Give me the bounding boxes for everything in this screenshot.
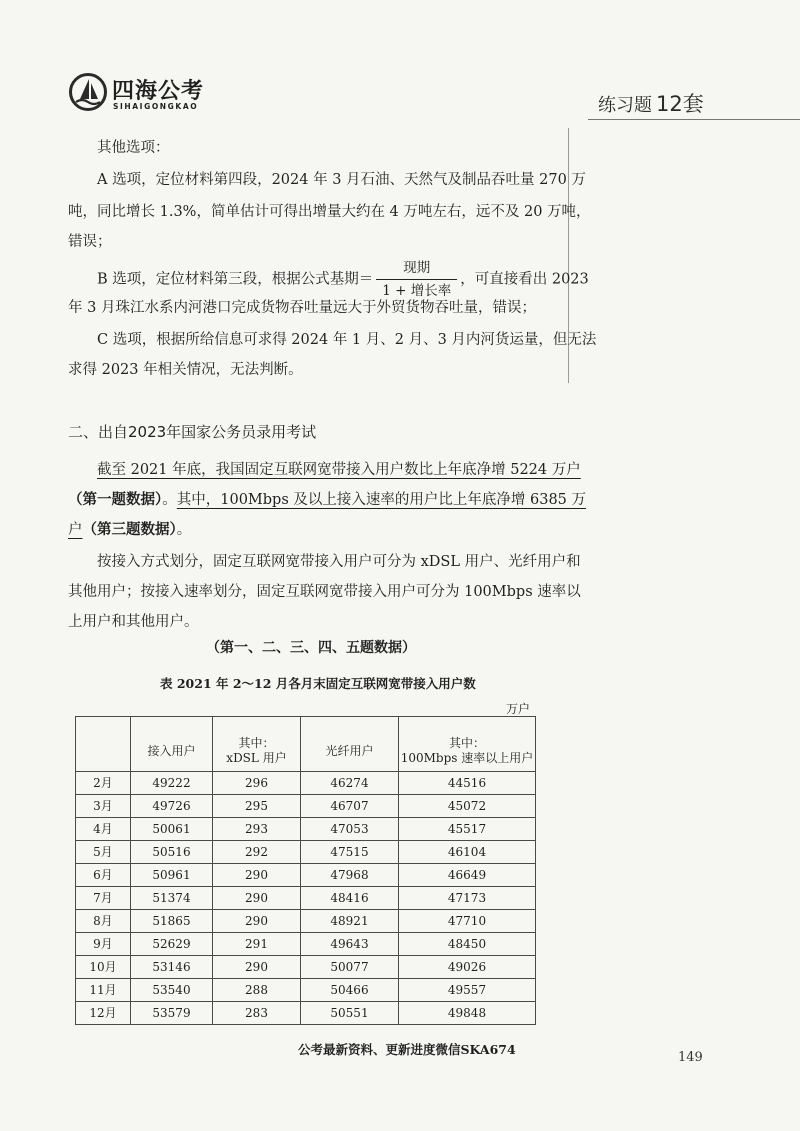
material-line-3 [68,520,191,540]
cell-access-users: 53540 [131,979,213,1002]
cell-month: 12月 [76,1002,131,1025]
cell-100mbps-users: 45072 [399,795,536,818]
cell-100mbps-users: 48450 [399,933,536,956]
table-unit: 万户 [506,702,531,716]
logo-icon [68,72,108,112]
cell-month: 8月 [76,910,131,933]
cell-100mbps-users: 46104 [399,841,536,864]
cell-xdsl-users: 290 [213,956,301,979]
material-p2-line-1: 按接入方式划分，固定互联网宽带接入用户可分为 xDSL 用户、光纤用户和 [97,554,581,570]
set-count: 12套 [656,92,704,116]
table-row [76,841,536,864]
table-row [76,887,536,910]
cell-month: 9月 [76,933,131,956]
cell-access-users: 49222 [131,772,213,795]
cell-xdsl-users: 292 [213,841,301,864]
cell-month: 4月 [76,818,131,841]
cell-access-users: 52629 [131,933,213,956]
cell-100mbps-users: 46649 [399,864,536,887]
header-fiber: 光纤用户 [301,717,399,772]
option-c-line-2: 求得 2023 年相关情况，无法判断。 [68,362,303,378]
question-3-note: （第三题数据） [82,521,177,538]
question-1-note: （第一题数据） [68,491,163,508]
cell-xdsl-users: 295 [213,795,301,818]
cell-fiber-users: 47515 [301,841,399,864]
cell-100mbps-users: 45517 [399,818,536,841]
section-heading: 二、出自2023年国家公务员录用考试 [68,423,317,441]
cell-month: 7月 [76,887,131,910]
data-scope-note: （第一、二、三、四、五题数据） [206,640,416,656]
brand-subtitle: SIHAIGONGKAO [113,102,199,111]
material-p2-line-2: 其他用户；按接入速率划分，固定互联网宽带接入用户可分为 100Mbps 速率以 [68,584,581,600]
table-row [76,818,536,841]
table-caption: 表 2021 年 2～12 月各月末固定互联网宽带接入用户数 [160,676,476,691]
cell-access-users: 49726 [131,795,213,818]
header-rule [588,119,800,120]
table-row [76,864,536,887]
footer-note: 公考最新资料、更新进度微信SKA674 [298,1042,516,1057]
cell-access-users: 50516 [131,841,213,864]
cell-access-users: 51865 [131,910,213,933]
table-row [76,795,536,818]
cell-fiber-users: 50466 [301,979,399,1002]
material-p2-line-3: 上用户和其他用户。 [68,614,199,630]
cell-xdsl-users: 293 [213,818,301,841]
cell-xdsl-users: 290 [213,887,301,910]
option-c-line-1: C 选项，根据所给信息可求得 2024 年 1 月、2 月、3 月内河货运量，但无法 [97,332,597,348]
analysis-intro: 其他选项： [97,140,170,156]
cell-xdsl-users: 283 [213,1002,301,1025]
set-label: 练习题 [598,95,652,116]
table-row [76,772,536,795]
material-underlined-3: 户 [68,522,83,538]
header-access-users: 接入用户 [131,717,213,772]
cell-xdsl-users: 290 [213,864,301,887]
cell-xdsl-users: 288 [213,979,301,1002]
option-b-line-2: 年 3 月珠江水系内河港口完成货物吞吐量远大于外贸货物吞吐量，错误； [68,300,536,316]
cell-100mbps-users: 49557 [399,979,536,1002]
option-b-line-1 [97,260,589,299]
formula-numerator: 现期 [376,260,457,280]
table-row [76,910,536,933]
cell-fiber-users: 50551 [301,1002,399,1025]
header-xdsl-label: xDSL 用户 [226,751,287,765]
cell-fiber-users: 49643 [301,933,399,956]
cell-xdsl-users: 291 [213,933,301,956]
header-of-which: 其中： [448,736,485,750]
cell-month: 11月 [76,979,131,1002]
cell-100mbps-users: 49848 [399,1002,536,1025]
cell-access-users: 53579 [131,1002,213,1025]
material-line-2 [68,490,586,510]
period: 。 [176,522,192,538]
option-b-text-after: ，可直接看出 2023 [460,271,589,288]
header-of-which: 其中： [238,736,275,750]
cell-100mbps-users: 49026 [399,956,536,979]
cell-fiber-users: 47053 [301,818,399,841]
header-100mbps-label: 100Mbps 速率以上用户 [400,751,534,765]
header-xdsl [213,717,301,772]
cell-access-users: 50061 [131,818,213,841]
cell-month: 10月 [76,956,131,979]
cell-fiber-users: 46274 [301,772,399,795]
header-month [76,717,131,772]
cell-access-users: 50961 [131,864,213,887]
material-underlined-1: 截至 2021 年底，我国固定互联网宽带接入用户数比上年底净增 5224 万户 [97,462,581,478]
table-row [76,956,536,979]
cell-100mbps-users: 47710 [399,910,536,933]
option-a-line-1: A 选项，定位材料第四段，2024 年 3 月石油、天然气及制品吞吐量 270 万 [97,172,586,188]
cell-fiber-users: 50077 [301,956,399,979]
cell-month: 3月 [76,795,131,818]
cell-fiber-users: 46707 [301,795,399,818]
period: 。 [162,492,177,508]
option-a-line-3: 错误； [68,234,112,250]
material-line-1 [97,460,581,480]
cell-access-users: 51374 [131,887,213,910]
cell-month: 2月 [76,772,131,795]
cell-fiber-users: 47968 [301,864,399,887]
cell-100mbps-users: 47173 [399,887,536,910]
cell-month: 5月 [76,841,131,864]
cell-xdsl-users: 296 [213,772,301,795]
brand-name: 四海公考 [112,79,205,104]
cell-fiber-users: 48416 [301,887,399,910]
table-row [76,979,536,1002]
page-number: 149 [678,1050,703,1065]
table-header-row [76,717,536,772]
base-period-formula [376,260,457,299]
cell-month: 6月 [76,864,131,887]
option-b-text-before: B 选项，定位材料第三段，根据公式基期＝ [97,271,374,288]
table-row [76,933,536,956]
exercise-set-title [598,88,704,118]
cell-fiber-users: 48921 [301,910,399,933]
cell-100mbps-users: 44516 [399,772,536,795]
option-a-line-2: 吨，同比增长 1.3%，简单估计可得出增量大约在 4 万吨左右，远不及 20 万吨， [68,204,591,220]
cell-access-users: 53146 [131,956,213,979]
formula-denominator: 1 + 增长率 [382,283,452,299]
table-row [76,1002,536,1025]
material-underlined-2: 其中，100Mbps 及以上接入速率的用户比上年底净增 6385 万 [176,492,587,508]
broadband-users-table [75,716,536,1025]
cell-xdsl-users: 290 [213,910,301,933]
table-body [76,772,536,1025]
header-100mbps [399,717,536,772]
